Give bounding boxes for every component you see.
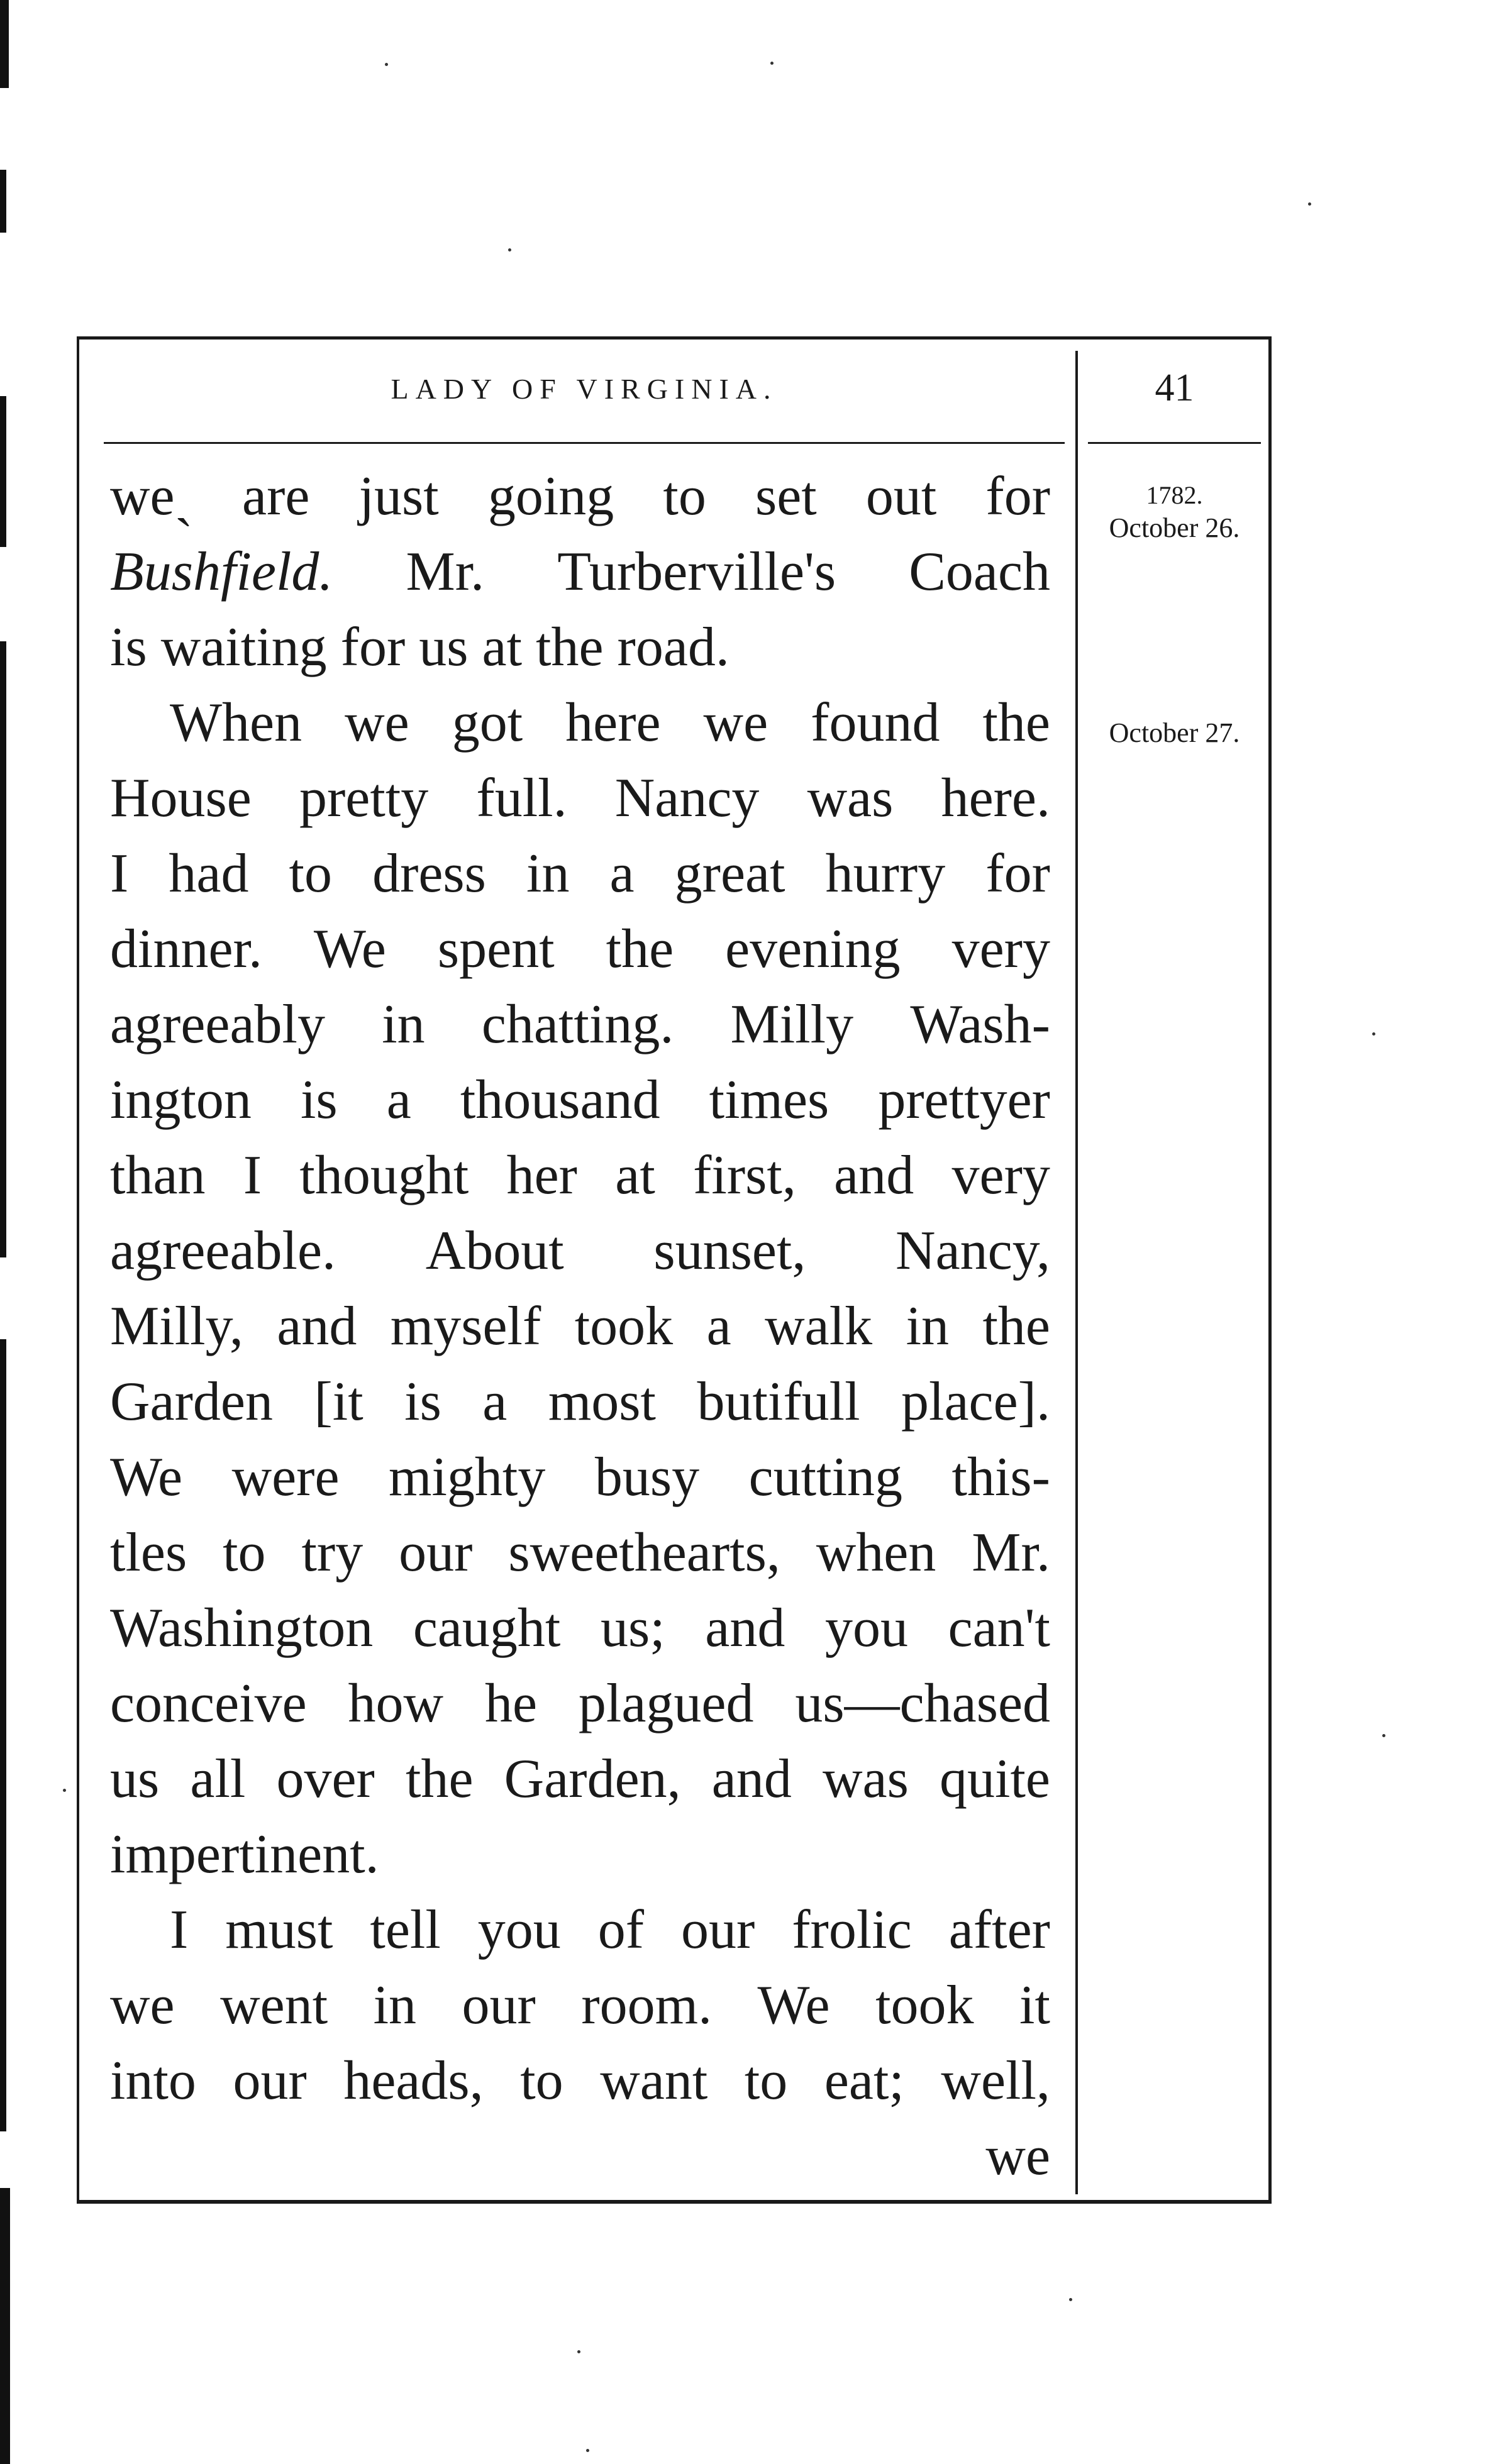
word: into	[110, 2050, 196, 2111]
scan-edge-mark	[0, 396, 6, 547]
scan-speck	[1069, 2298, 1072, 2301]
word: and	[834, 1145, 914, 1206]
word: Garden,	[504, 1749, 681, 1809]
word: impertinent.	[110, 1824, 379, 1885]
word: plagued	[578, 1673, 754, 1734]
word: he	[484, 1673, 538, 1734]
word: sunset,	[653, 1220, 806, 1281]
word: About	[425, 1220, 564, 1281]
word: first,	[693, 1145, 796, 1206]
word: the	[982, 1296, 1050, 1357]
text-line	[110, 1591, 1050, 1666]
word: frolic	[792, 1899, 912, 1960]
word: quite	[940, 1749, 1050, 1809]
word: our	[233, 2050, 307, 2111]
word: tles	[110, 1522, 187, 1583]
scan-edge-mark	[0, 641, 6, 1257]
word: Mr.	[406, 541, 485, 602]
word: butifull	[697, 1371, 860, 1432]
text-line	[110, 761, 1050, 836]
word: dinner.	[110, 919, 262, 980]
word: pretty	[299, 768, 429, 829]
word: you	[824, 1598, 908, 1659]
word: the	[606, 919, 674, 980]
word: took	[574, 1296, 674, 1357]
word: over	[276, 1749, 375, 1809]
word: try	[301, 1522, 363, 1583]
word: a	[386, 1069, 411, 1130]
word: are	[242, 466, 310, 527]
word: Nancy,	[896, 1220, 1050, 1281]
word: a	[482, 1371, 507, 1432]
scan-speck	[1382, 1734, 1385, 1737]
scan-edge-mark	[0, 170, 6, 233]
word: of	[597, 1899, 644, 1960]
word: caught	[413, 1598, 561, 1659]
word: Mr.	[972, 1522, 1050, 1583]
word: Milly	[730, 994, 854, 1055]
text-line	[110, 534, 1050, 610]
scan-edge-mark	[0, 0, 9, 88]
word: times	[709, 1069, 829, 1130]
word: to	[223, 1522, 266, 1583]
body-text	[110, 459, 1050, 2194]
word: place].	[901, 1371, 1050, 1432]
word: her	[506, 1145, 577, 1206]
word: myself	[390, 1296, 541, 1357]
text-line	[110, 1213, 1050, 1289]
word: to	[663, 466, 706, 527]
text-line	[110, 1063, 1050, 1138]
text-line	[110, 1138, 1050, 1213]
scan-speck	[770, 62, 774, 65]
word: great	[674, 843, 785, 904]
word: eat;	[824, 2050, 904, 2111]
scan-speck	[1308, 202, 1311, 206]
scan-speck	[577, 2350, 580, 2353]
margin-note-year: 1782.	[1146, 481, 1203, 509]
word: sweethearts,	[508, 1522, 780, 1583]
word: when	[816, 1522, 936, 1583]
word: Garden	[110, 1371, 273, 1432]
word: most	[548, 1371, 656, 1432]
word: this-	[951, 1447, 1050, 1508]
word: weˎ	[110, 466, 193, 527]
text-line	[110, 2043, 1050, 2119]
word: just	[358, 466, 439, 527]
word: and	[277, 1296, 357, 1357]
scan-speck	[385, 63, 388, 66]
word: We	[110, 1447, 183, 1508]
word: our	[399, 1522, 473, 1583]
word: Wash-	[910, 994, 1050, 1055]
text-line	[110, 1515, 1050, 1591]
word: in	[373, 1975, 417, 2036]
header-rule	[104, 442, 1065, 444]
word: agreeable.	[110, 1220, 336, 1281]
word: we	[110, 1975, 175, 2036]
word: full.	[476, 768, 567, 829]
word: going	[487, 466, 614, 527]
word: Washington	[110, 1598, 374, 1659]
word: how	[348, 1673, 444, 1734]
word: We	[313, 919, 386, 980]
word: for	[985, 466, 1050, 527]
text-line	[110, 610, 1050, 685]
text-line	[110, 912, 1050, 987]
word: us	[110, 1749, 160, 1809]
word: we	[703, 692, 768, 753]
word: hurry	[825, 843, 946, 904]
word: was	[823, 1749, 909, 1809]
scan-edge-mark	[0, 1339, 6, 2131]
word: and	[705, 1598, 785, 1659]
word: must	[225, 1899, 333, 1960]
text-line	[110, 1440, 1050, 1515]
word: it	[1019, 1975, 1050, 2036]
word: in	[382, 994, 425, 1055]
word: I	[170, 1899, 189, 1960]
word: When	[170, 692, 302, 753]
word: our	[680, 1899, 755, 1960]
word: Coach	[909, 541, 1050, 602]
word: room.	[581, 1975, 713, 2036]
word: busy	[594, 1447, 700, 1508]
word: in	[526, 843, 570, 904]
word: set	[755, 466, 817, 527]
word: very	[951, 1145, 1050, 1206]
word: at	[615, 1145, 655, 1206]
word: we	[345, 692, 409, 753]
word: spent	[437, 919, 555, 980]
word: I	[243, 1145, 262, 1206]
word: a	[609, 843, 635, 904]
word: conceive	[110, 1673, 307, 1734]
word: had	[169, 843, 249, 904]
word: to	[744, 2050, 788, 2111]
margin-note-date	[1085, 717, 1264, 749]
text-line	[110, 685, 1050, 761]
word: chatting.	[481, 994, 674, 1055]
word: very	[951, 919, 1050, 980]
word: we	[985, 2126, 1050, 2187]
margin-column-divider	[1075, 351, 1078, 2194]
word: our	[462, 1975, 536, 2036]
word: took	[875, 1975, 974, 2036]
word: you	[477, 1899, 561, 1960]
word: than	[110, 1145, 206, 1206]
word: the	[982, 692, 1050, 753]
word: us;	[600, 1598, 665, 1659]
word: can't	[948, 1598, 1050, 1659]
scan-speck	[1372, 1032, 1375, 1036]
word: cutting	[748, 1447, 903, 1508]
scan-edge-mark	[0, 2188, 10, 2464]
word: ington	[110, 1069, 252, 1130]
text-line	[110, 987, 1050, 1063]
word: the	[406, 1749, 474, 1809]
word: Nancy	[614, 768, 760, 829]
text-line	[110, 1892, 1050, 1968]
word: heads,	[343, 2050, 484, 2111]
word: House	[110, 768, 252, 829]
word: to	[520, 2050, 563, 2111]
word: agreeably	[110, 994, 325, 1055]
word: I	[110, 843, 129, 904]
word: was	[807, 768, 894, 829]
word: us—chased	[795, 1673, 1050, 1734]
word: Bushfield.	[110, 541, 333, 602]
word: in	[906, 1296, 950, 1357]
margin-note-day: October 26.	[1109, 512, 1240, 543]
word: Milly,	[110, 1296, 243, 1357]
word: [it	[314, 1371, 363, 1432]
text-line	[110, 2119, 1050, 2194]
text-line	[110, 459, 1050, 534]
text-line	[110, 1666, 1050, 1742]
word: got	[452, 692, 523, 753]
word: out	[865, 466, 937, 527]
word: walk	[765, 1296, 873, 1357]
word: well,	[941, 2050, 1050, 2111]
text-line	[110, 1289, 1050, 1364]
word: is waiting for us at the road.	[110, 617, 729, 678]
word: went	[220, 1975, 328, 2036]
word: here.	[941, 768, 1050, 829]
word: We	[757, 1975, 830, 2036]
word: dress	[372, 843, 486, 904]
word: here	[565, 692, 661, 753]
scan-speck	[63, 1789, 66, 1792]
scan-speck	[508, 248, 511, 251]
word: want	[600, 2050, 708, 2111]
margin-note-day: October 27.	[1109, 717, 1240, 748]
word: were	[231, 1447, 340, 1508]
text-line	[110, 1364, 1050, 1440]
word: found	[811, 692, 940, 753]
word: for	[985, 843, 1050, 904]
word: is	[404, 1371, 441, 1432]
word: prettyer	[878, 1069, 1050, 1130]
header-rule-margin	[1088, 442, 1261, 444]
scan-speck	[586, 2449, 589, 2452]
word: a	[706, 1296, 731, 1357]
word: Turberville's	[557, 541, 836, 602]
word: all	[190, 1749, 246, 1809]
word: tell	[370, 1899, 441, 1960]
word: to	[289, 843, 332, 904]
word: mighty	[389, 1447, 546, 1508]
word: thought	[299, 1145, 469, 1206]
word: evening	[725, 919, 901, 980]
margin-note-date	[1085, 479, 1264, 544]
running-head: LADY OF VIRGINIA.	[391, 373, 778, 405]
word: is	[300, 1069, 338, 1130]
word: and	[711, 1749, 792, 1809]
text-line	[110, 1742, 1050, 1817]
page-number: 41	[1155, 367, 1194, 409]
text-line	[110, 836, 1050, 912]
text-line	[110, 1968, 1050, 2043]
text-line	[110, 1817, 1050, 1892]
word: after	[948, 1899, 1050, 1960]
word: thousand	[460, 1069, 660, 1130]
